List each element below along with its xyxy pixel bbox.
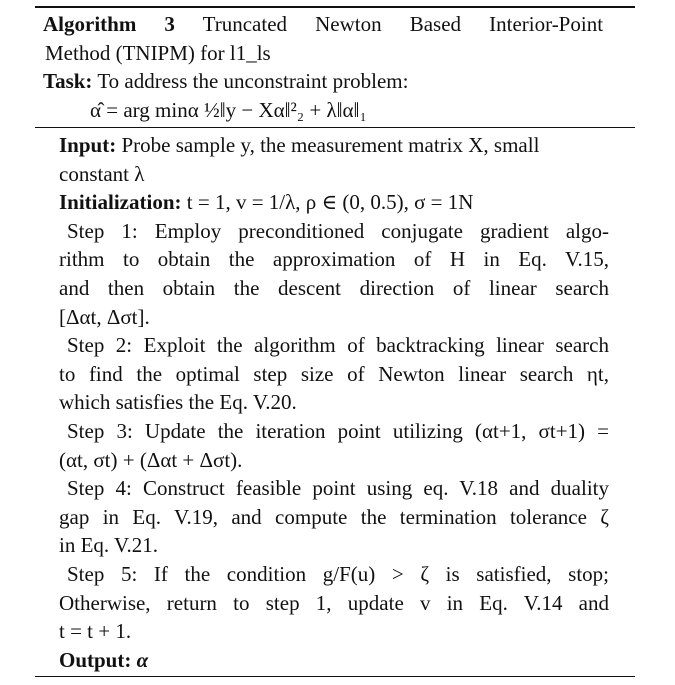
algorithm-title-line-2: Method (TNIPM) for l1_ls bbox=[45, 40, 271, 65]
output-value: α bbox=[136, 647, 149, 672]
title-word: Newton bbox=[315, 12, 382, 36]
input-line-1 bbox=[59, 131, 609, 160]
output-line bbox=[59, 646, 609, 675]
step-line: Step 3: Update the iteration point utilizing (αt+1, σt+1) = bbox=[67, 418, 609, 443]
step-line: to find the optimal step size of Newton linear search ηt, bbox=[59, 361, 609, 386]
initialization-line bbox=[59, 188, 609, 217]
task-text: To address the unconstraint problem: bbox=[97, 69, 409, 94]
title-word: Based bbox=[409, 12, 462, 36]
algorithm-body bbox=[59, 131, 609, 674]
step-line: Step 2: Exploit the algorithm of backtracking linear search bbox=[67, 333, 609, 358]
task-label: Task: bbox=[43, 69, 93, 94]
step-2 bbox=[59, 331, 609, 417]
title-word: Interior-Point bbox=[489, 12, 604, 36]
algorithm-label: Algorithm 3 bbox=[43, 12, 175, 36]
output-label: Output: bbox=[59, 647, 132, 672]
algorithm-header bbox=[43, 10, 603, 124]
step-line: Step 1: Employ preconditioned conjugate gradient algo- bbox=[67, 218, 609, 243]
step-line: in Eq. V.21. bbox=[59, 533, 158, 558]
step-line: Step 5: If the condition g/F(u) > ζ is satisfied, stop; bbox=[67, 561, 609, 586]
header-rule bbox=[35, 127, 635, 128]
title-word: Truncated bbox=[202, 12, 288, 36]
step-5 bbox=[59, 560, 609, 646]
step-1 bbox=[59, 217, 609, 331]
step-4 bbox=[59, 474, 609, 560]
objective-formula: α̂ = arg minα ½‖y − Xα‖²₂ + λ‖α‖₁ bbox=[90, 97, 367, 122]
input-label: Input: bbox=[59, 133, 117, 157]
top-rule bbox=[35, 6, 635, 8]
step-line: gap in Eq. V.19, and compute the termination tolerance ζ bbox=[59, 504, 609, 529]
step-line: [Δαt, Δσt]. bbox=[59, 304, 150, 329]
step-line: Step 4: Construct feasible point using eq. V.18 and duality bbox=[67, 476, 609, 501]
step-line: which satisfies the Eq. V.20. bbox=[59, 390, 297, 415]
step-line: and then obtain the descent direction of linear search bbox=[59, 275, 609, 300]
step-line: Otherwise, return to step 1, update v in Eq. V.14 and bbox=[59, 590, 609, 615]
bottom-rule bbox=[35, 676, 635, 677]
initialization-label: Initialization: bbox=[59, 190, 182, 215]
input-line-2: constant λ bbox=[59, 161, 145, 186]
input-text: Probe sample y, the measurement matrix X, small bbox=[121, 133, 540, 157]
task-line bbox=[43, 67, 603, 96]
algorithm-title-line-1 bbox=[43, 10, 603, 39]
step-line: rithm to obtain the approximation of H in Eq. V.15, bbox=[59, 247, 609, 272]
initialization-text: t = 1, v = 1/λ, ρ ∈ (0, 0.5), σ = 1N bbox=[186, 190, 474, 215]
step-3 bbox=[59, 417, 609, 474]
step-line: (αt, σt) + (Δαt + Δσt). bbox=[59, 447, 243, 472]
step-line: t = t + 1. bbox=[59, 619, 132, 644]
